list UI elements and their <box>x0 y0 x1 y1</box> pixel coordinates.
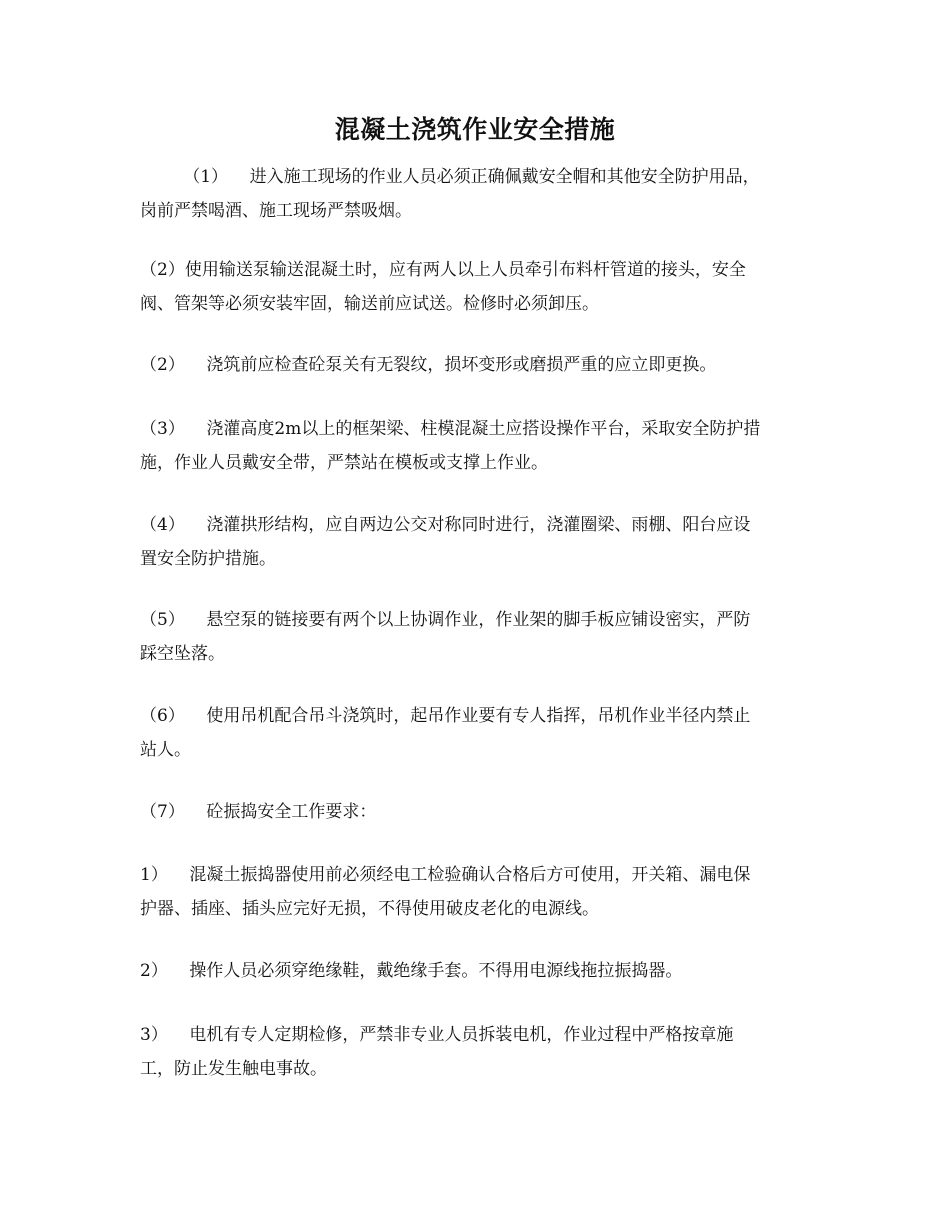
paragraph-7 <box>140 699 815 767</box>
paragraph-line: （1） 进入施工现场的作业人员必须正确佩戴安全帽和其他安全防护用品， <box>140 167 760 187</box>
paragraph-line: 护器、插座、插头应完好无损，不得使用破皮老化的电源线。 <box>140 899 599 919</box>
paragraph-line: 阀、管架等必须安装牢固，输送前应试送。检修时必须卸压。 <box>140 294 599 314</box>
paragraph-line: （7） 砼振捣安全工作要求： <box>140 802 377 822</box>
paragraph-line: （5） 悬空泵的链接要有两个以上协调作业，作业架的脚手板应铺设密实，严防 <box>140 610 751 630</box>
paragraph-1 <box>140 160 815 228</box>
paragraph-line: 1） 混凝土振捣器使用前必须经电工检验确认合格后方可使用，开关箱、漏电保 <box>140 865 751 885</box>
paragraph-line: （2）使用输送泵输送混凝土时，应有两人以上人员牵引布料杆管道的接头，安全 <box>140 260 746 280</box>
paragraph-line: （6） 使用吊机配合吊斗浇筑时，起吊作业要有专人指挥，吊机作业半径内禁止 <box>140 706 751 726</box>
paragraph-5 <box>140 508 815 576</box>
paragraph-line: 岗前严禁喝酒、施工现场严禁吸烟。 <box>140 201 412 221</box>
paragraph-line: 置安全防护措施。 <box>140 549 276 569</box>
paragraph-line: 站人。 <box>140 740 191 760</box>
page-title: 混凝土浇筑作业安全措施 <box>334 115 616 144</box>
paragraph-line: 2） 操作人员必须穿绝缘鞋，戴绝缘手套。不得用电源线拖拉振捣器。 <box>140 961 683 981</box>
paragraph-line: （4） 浇灌拱形结构，应自两边公交对称同时进行，浇灌圈梁、雨棚、阳台应设 <box>140 515 751 535</box>
paragraph-6 <box>140 603 815 671</box>
paragraph-2 <box>140 253 815 321</box>
paragraph-4 <box>140 412 815 480</box>
paragraph-line: 施，作业人员戴安全带，严禁站在模板或支撑上作业。 <box>140 453 548 473</box>
paragraph-line: 踩空坠落。 <box>140 644 225 664</box>
paragraph-line: 3） 电机有专人定期检修，严禁非专业人员拆装电机，作业过程中严格按章施 <box>140 1025 734 1045</box>
paragraph-line: （3） 浇灌高度2m以上的框架梁、柱模混凝土应搭设操作平台，采取安全防护措 <box>140 419 761 439</box>
paragraph-line: 工，防止发生触电事故。 <box>140 1059 327 1079</box>
paragraph-line: （2） 浇筑前应检查砼泵关有无裂纹，损坏变形或磨损严重的应立即更换。 <box>140 355 717 375</box>
paragraph-3 <box>140 348 815 382</box>
paragraph-8 <box>140 795 815 829</box>
paragraph-10 <box>140 954 815 988</box>
paragraph-9 <box>140 858 815 926</box>
paragraph-11 <box>140 1018 815 1086</box>
